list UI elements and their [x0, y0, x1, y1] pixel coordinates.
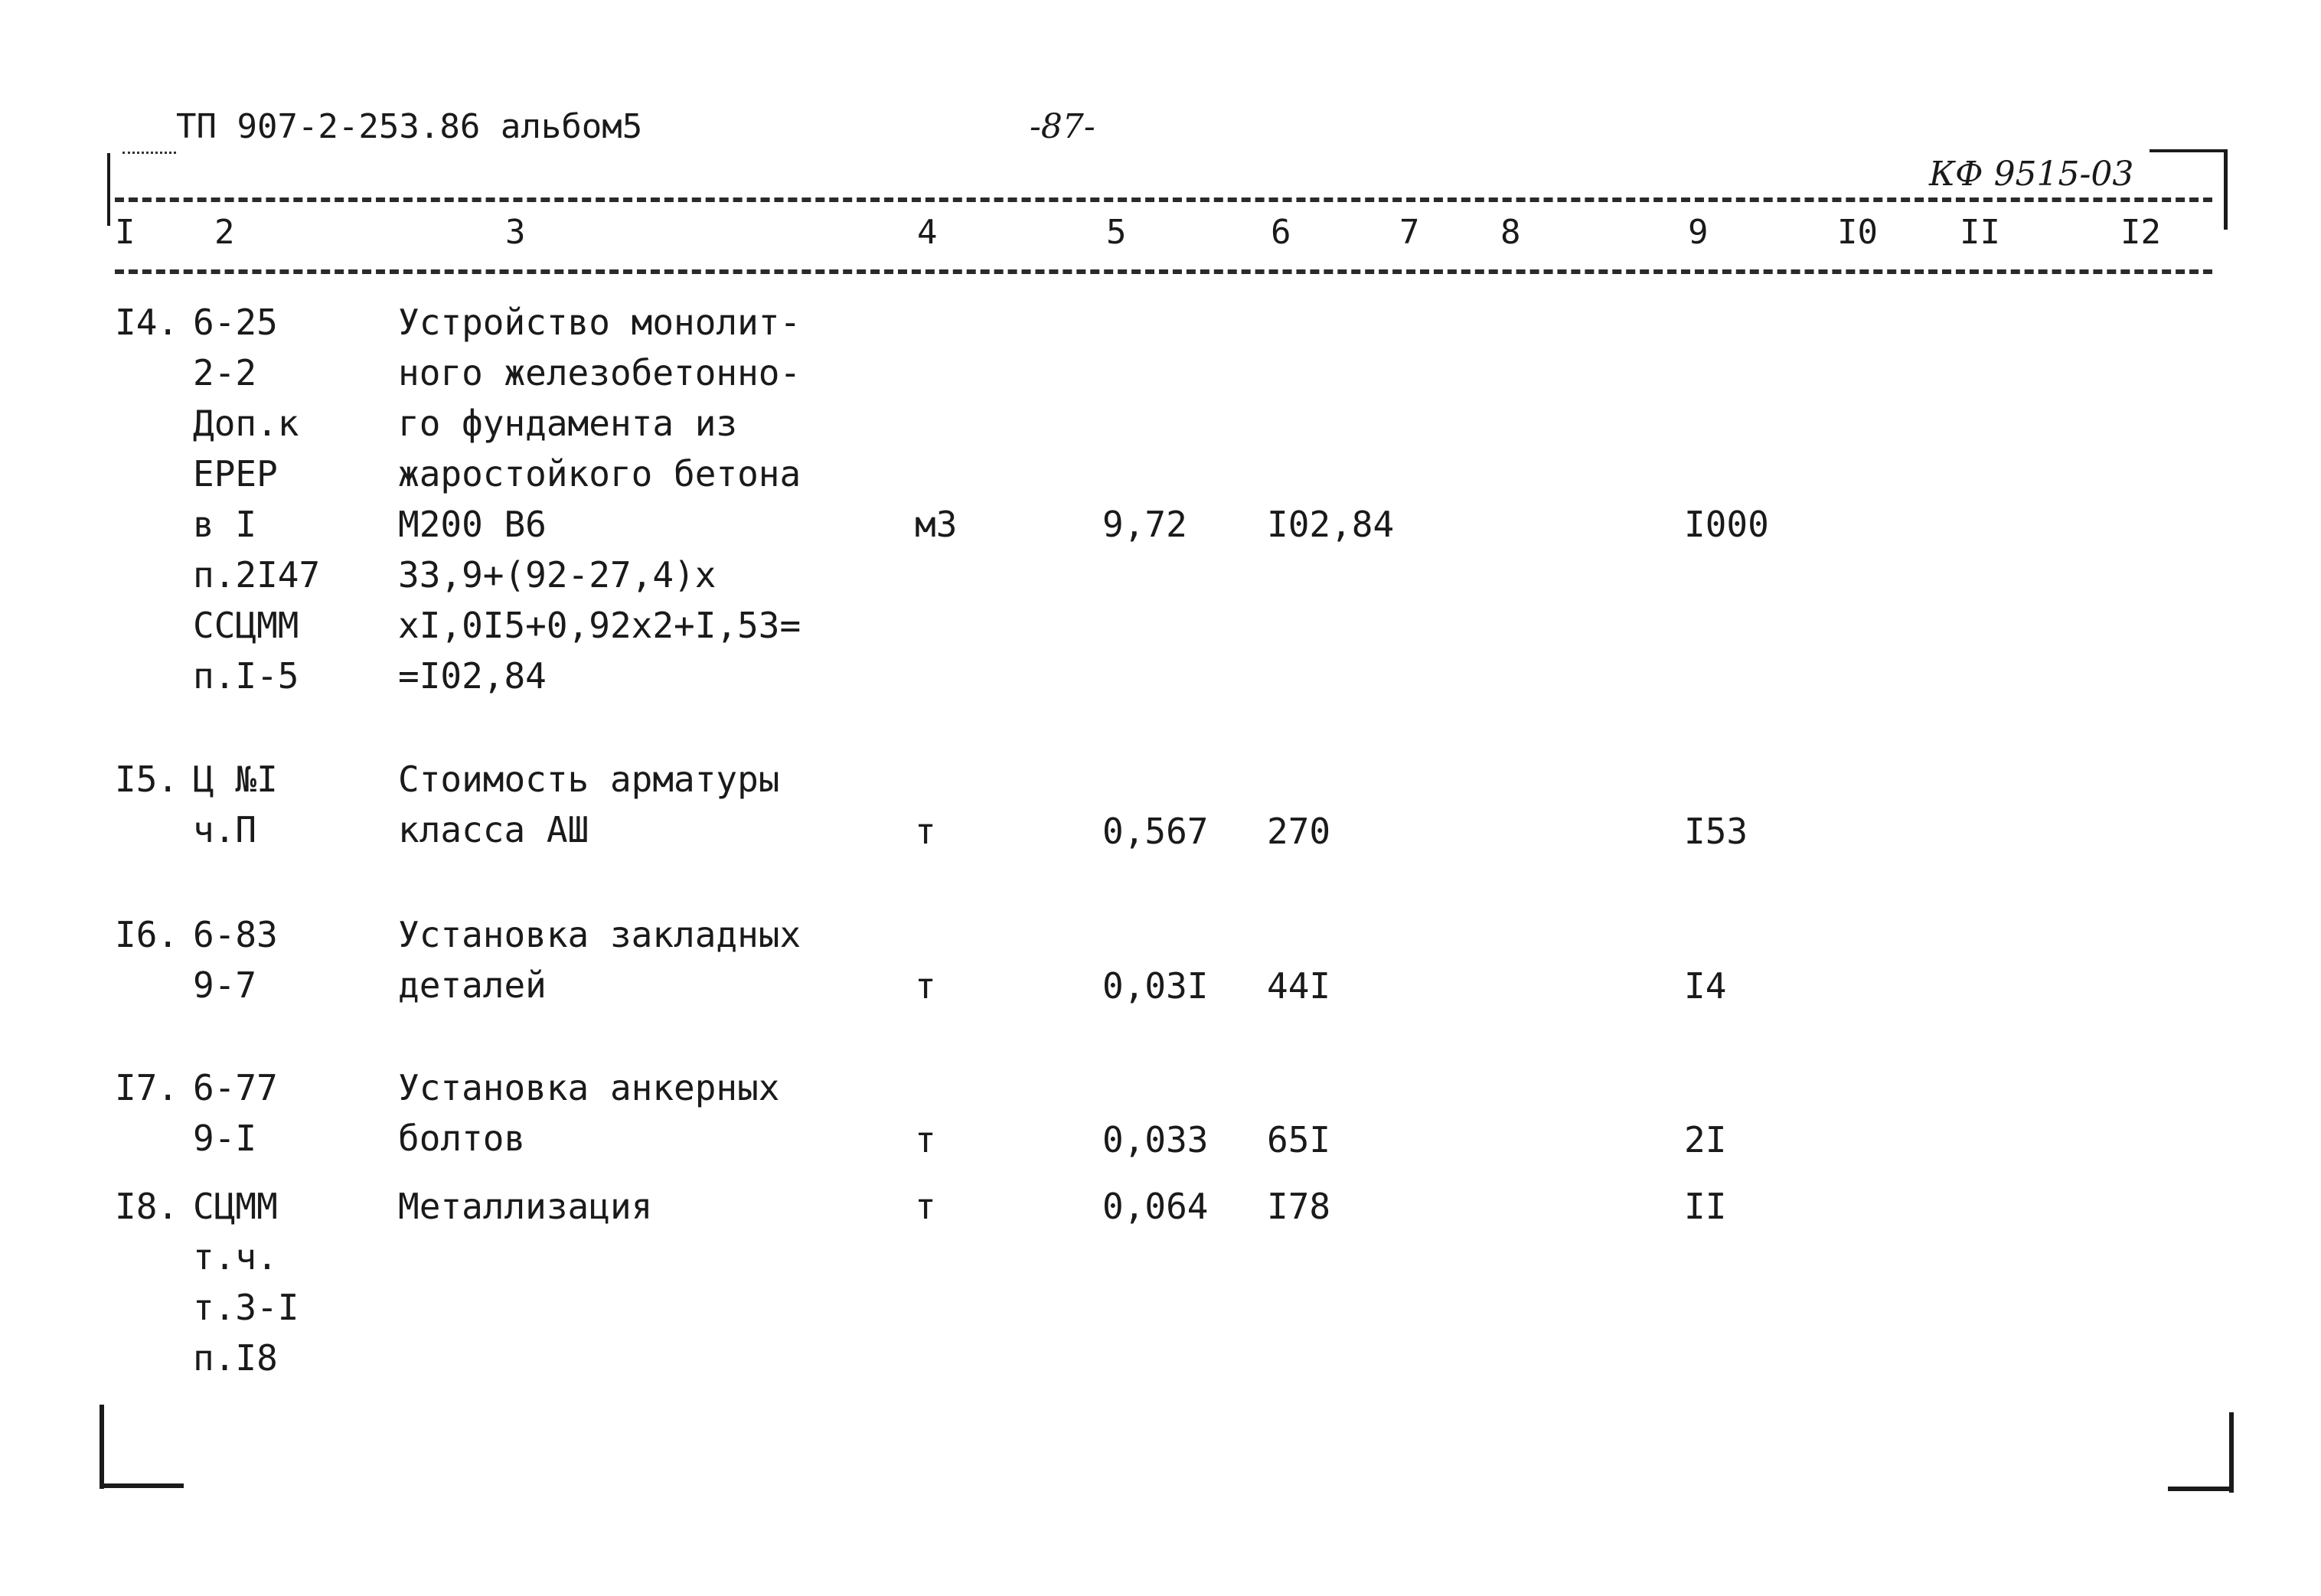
row-14-no: I4.	[115, 302, 179, 343]
frame-right-bottom-vertical	[2229, 1412, 2234, 1493]
header-rule-bottom	[115, 269, 2212, 274]
frame-right-top-cap	[2150, 149, 2226, 152]
col-header-7: 7	[1399, 213, 1420, 252]
frame-left-bottom-horizontal	[100, 1483, 184, 1488]
col-header-2: 2	[214, 213, 235, 252]
doc-title: ТП 907-2-253.86 альбом5	[176, 107, 643, 146]
row-18-price: I78	[1267, 1186, 1331, 1227]
row-16-unit: т	[915, 965, 936, 1007]
col-header-3: 3	[505, 213, 526, 252]
frame-left-top	[107, 153, 110, 226]
col-header-4: 4	[917, 213, 938, 252]
frame-right-top	[2224, 149, 2228, 230]
row-16-code: 6-83 9-7	[193, 914, 278, 1006]
row-14-price: I02,84	[1267, 504, 1395, 545]
col-header-12: I2	[2120, 213, 2161, 252]
row-15-no: I5.	[115, 759, 179, 800]
row-15-name: Стоимость арматуры класса АШ	[398, 759, 780, 850]
row-18-no: I8.	[115, 1186, 179, 1227]
col-header-10: I0	[1837, 213, 1878, 252]
row-18-name: Металлизация	[398, 1186, 653, 1227]
page-number: -87-	[1030, 107, 1095, 146]
row-16-no: I6.	[115, 914, 179, 955]
row-17-no: I7.	[115, 1067, 179, 1108]
row-14-total: I000	[1684, 504, 1769, 545]
col-header-1: I	[115, 213, 135, 252]
row-14-code: 6-25 2-2 Доп.к ЕРЕР в I п.2I47 ССЦММ п.I-5	[193, 302, 321, 697]
doc-code: КФ 9515-03	[1929, 155, 2134, 194]
row-18-qty: 0,064	[1102, 1186, 1209, 1227]
doc-title-underline	[122, 152, 176, 154]
header-rule-top	[115, 197, 2212, 202]
frame-left-bottom-vertical	[100, 1405, 104, 1489]
row-17-price: 65I	[1267, 1119, 1331, 1160]
row-15-code: Ц №I ч.П	[193, 759, 278, 850]
row-16-total: I4	[1684, 965, 1727, 1007]
row-17-qty: 0,033	[1102, 1119, 1209, 1160]
row-18-code: СЦММ т.ч. т.3-I п.I8	[193, 1186, 299, 1379]
row-15-unit: т	[915, 811, 936, 852]
row-15-qty: 0,567	[1102, 811, 1209, 852]
row-17-unit: т	[915, 1119, 936, 1160]
row-17-code: 6-77 9-I	[193, 1067, 278, 1159]
row-14-name: Устройство монолит- ного железобетонно- го фундамента из жаростойкого бетона М200 В6 33,9+(92-27,4)х хI,0I5+0,92х2+I,53= =I02,84	[398, 302, 801, 697]
row-14-qty: 9,72	[1102, 504, 1187, 545]
row-18-total: II	[1684, 1186, 1727, 1227]
col-header-8: 8	[1500, 213, 1521, 252]
row-18-unit: т	[915, 1186, 936, 1227]
row-17-name: Установка анкерных болтов	[398, 1067, 780, 1159]
frame-right-bottom-horizontal	[2168, 1487, 2234, 1491]
col-header-6: 6	[1271, 213, 1291, 252]
row-15-price: 270	[1267, 811, 1331, 852]
col-header-9: 9	[1688, 213, 1709, 252]
row-16-price: 44I	[1267, 965, 1331, 1007]
row-15-total: I53	[1684, 811, 1748, 852]
row-14-unit: м3	[915, 504, 958, 545]
col-header-11: II	[1960, 213, 2000, 252]
row-16-name: Установка закладных деталей	[398, 914, 801, 1006]
row-16-qty: 0,03I	[1102, 965, 1209, 1007]
col-header-5: 5	[1106, 213, 1127, 252]
row-17-total: 2I	[1684, 1119, 1727, 1160]
